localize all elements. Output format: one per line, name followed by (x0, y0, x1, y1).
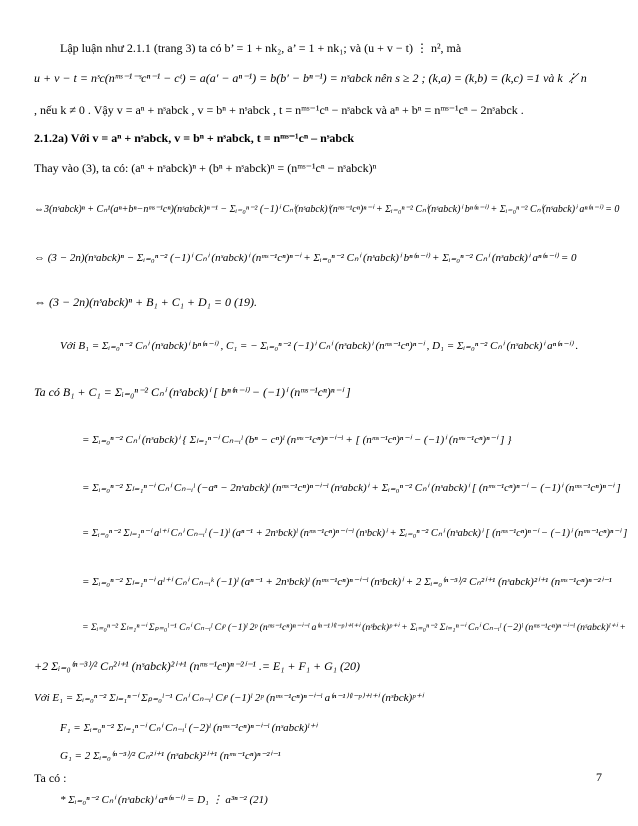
equation-line-13: = Σᵢ₌₀ⁿ⁻² Σₗ₌₁ⁿ⁻ⁱ aˡ⁺ⁱ Cₙⁱ Cₙ₋ᵢˡ (−1)ˡ (aⁿ⁻¹ + 2nˢbck)ˡ (nᵐˢ⁻¹cⁿ)ⁿ⁻ⁱ⁻ˡ (nˢbck)ⁱ + Σᵢ₌₀ⁿ⁻² Cₙⁱ (nˢabck)ⁱ [ (nᵐˢ⁻¹cⁿ)ⁿ⁻ⁱ − (−1)ⁱ (nᵐˢ⁻¹cⁿ)ⁿ⁻ⁱ ] (82, 528, 628, 539)
equation-line-8: ⇔ (3 − 2n)(nˢabck)ⁿ + B₁ + C₁ + D₁ = 0 (19). (34, 295, 257, 309)
paragraph-line-3: , nếu k ≠ 0 . Vậy v = aⁿ + nˢabck , v = bⁿ + nˢabck , t = nᵐˢ⁻¹cⁿ − nˢabck và aⁿ + bⁿ = nᵐˢ⁻¹cⁿ − 2nˢabck . (34, 103, 524, 117)
equation-line-11: = Σᵢ₌₀ⁿ⁻² Cₙⁱ (nˢabck)ⁱ { Σₗ₌₁ⁿ⁻ⁱ Cₙ₋ᵢˡ (bⁿ − cⁿ)ˡ (nᵐˢ⁻¹cⁿ)ⁿ⁻ⁱ⁻ˡ + [ (nᵐˢ⁻¹cⁿ)ⁿ⁻ⁱ − (−1)ⁱ (nᵐˢ⁻¹cⁿ)ⁿ⁻ⁱ ] } (82, 434, 512, 446)
equation-line-10: Ta có B₁ + C₁ = Σᵢ₌₀ⁿ⁻² Cₙⁱ (nˢabck)ⁱ [ bⁿ⁽ⁿ⁻ⁱ⁾ − (−1)ⁱ (nᵐˢ⁻¹cⁿ)ⁿ⁻ⁱ ] (34, 385, 351, 399)
paragraph-line-5: Thay vào (3), ta có: (aⁿ + nˢabck)ⁿ + (bⁿ + nˢabck)ⁿ = (nᵐˢ⁻¹cⁿ − nˢabck)ⁿ (34, 161, 377, 175)
equation-G1: G₁ = 2 Σᵢ₌₀⁽ⁿ⁻³⁾/² Cₙ²ⁱ⁺¹ (nˢabck)²ⁱ⁺¹ (nᵐˢ⁻¹cⁿ)ⁿ⁻²ⁱ⁻¹ (60, 750, 281, 762)
page-number: 7 (596, 770, 602, 784)
equation-F1: F₁ = Σᵢ₌₀ⁿ⁻² Σₗ₌₁ⁿ⁻ⁱ Cₙⁱ Cₙ₋ᵢˡ (−2)ˡ (nᵐˢ⁻¹cⁿ)ⁿ⁻ⁱ⁻ˡ (nˢabck)ˡ⁺ⁱ (60, 722, 317, 734)
equation-line-16: +2 Σᵢ₌₀⁽ⁿ⁻³⁾/² Cₙ²ⁱ⁺¹ (nˢabck)²ⁱ⁺¹ (nᵐˢ⁻¹cⁿ)ⁿ⁻²ⁱ⁻¹ .= E₁ + F₁ + G₁ (20) (34, 659, 360, 673)
paragraph-ta-co: Ta có : (34, 771, 67, 785)
equation-line-7: ⇔ (3 − 2n)(nˢabck)ⁿ − Σᵢ₌₀ⁿ⁻² (−1)ⁱ Cₙⁱ (nˢabck)ⁱ (nᵐˢ⁻¹cⁿ)ⁿ⁻ⁱ + Σᵢ₌₀ⁿ⁻² Cₙⁱ (nˢabck)ⁱ bⁿ⁽ⁿ⁻ⁱ⁾ + Σᵢ₌₀ⁿ⁻² Cₙⁱ (nˢabck)ⁱ aⁿ⁽ⁿ⁻ⁱ⁾ = 0 (34, 252, 577, 264)
equation-line-6: ⇔3(nˢabck)ⁿ + Cₙ¹(aⁿ+bⁿ−nᵐˢ⁻¹cⁿ)(nˢabck)ⁿ⁻¹ − Σᵢ₌₀ⁿ⁻² (−1)ⁱ Cₙⁱ(nˢabck)ⁱ(nᵐˢ⁻¹cⁿ)ⁿ⁻ⁱ + Σᵢ₌₀ⁿ⁻² Cₙⁱ(nˢabck)ⁱ bⁿ⁽ⁿ⁻ⁱ⁾ + Σᵢ₌₀ⁿ⁻² Cₙⁱ(nˢabck)ⁱ aⁿ⁽ⁿ⁻ⁱ⁾ = 0 (34, 204, 620, 215)
section-heading-2-1-2a: 2.1.2a) Với v = aⁿ + nˢabck, v = bⁿ + nˢabck, t = nᵐˢ⁻¹cⁿ – nˢabck (34, 131, 355, 145)
equation-line-15: = Σᵢ₌₀ⁿ⁻² Σₗ₌₁ⁿ⁻ⁱ Σₚ₌₀ˡ⁻¹ Cₙⁱ Cₙ₋ᵢˡ Cₗᵖ (−1)ˡ 2ᵖ (nᵐˢ⁻¹cⁿ)ⁿ⁻ⁱ⁻ˡ a⁽ⁿ⁻¹⁾⁽ˡ⁻ᵖ⁾⁺ˡ⁺ⁱ (nˢbck)ᵖ⁺ⁱ + Σᵢ₌₀ⁿ⁻² Σₗ₌₁ⁿ⁻ⁱ Cₙⁱ Cₙ₋ᵢˡ (−2)ˡ (nᵐˢ⁻¹cⁿ)ⁿ⁻ⁱ⁻ˡ (nˢabck)ˡ⁺ⁱ + (82, 622, 626, 633)
definition-line-9: Với B₁ = Σᵢ₌₀ⁿ⁻² Cₙⁱ (nˢabck)ⁱ bⁿ⁽ⁿ⁻ⁱ⁾ , C₁ = − Σᵢ₌₀ⁿ⁻² (−1)ⁱ Cₙⁱ (nˢabck)ⁱ (nᵐˢ⁻¹cⁿ)ⁿ⁻ⁱ , D₁ = Σᵢ₌₀ⁿ⁻² Cₙⁱ (nˢabck)ⁱ aⁿ⁽ⁿ⁻ⁱ⁾ . (60, 340, 579, 352)
equation-line-12: = Σᵢ₌₀ⁿ⁻² Σₗ₌₁ⁿ⁻ⁱ Cₙⁱ Cₙ₋ᵢˡ (−aⁿ − 2nˢabck)ˡ (nᵐˢ⁻¹cⁿ)ⁿ⁻ⁱ⁻ˡ (nˢabck)ⁱ + Σᵢ₌₀ⁿ⁻² Cₙⁱ (nˢabck)ⁱ [ (nᵐˢ⁻¹cⁿ)ⁿ⁻ⁱ − (−1)ⁱ (nᵐˢ⁻¹cⁿ)ⁿ⁻ⁱ ] (82, 482, 621, 494)
equation-line-14: = Σᵢ₌₀ⁿ⁻² Σₗ₌₁ⁿ⁻ⁱ aˡ⁺ⁱ Cₙⁱ Cₙ₋ᵢᵏ (−1)ˡ (aⁿ⁻¹ + 2nˢbck)ˡ (nᵐˢ⁻¹cⁿ)ⁿ⁻ⁱ⁻ˡ (nˢbck)ⁱ + 2 Σᵢ₌₀⁽ⁿ⁻³⁾/² Cₙ²ⁱ⁺¹ (nˢabck)²ⁱ⁺¹ (nᵐˢ⁻¹cⁿ)ⁿ⁻²ⁱ⁻¹ (82, 576, 612, 588)
equation-E1: Với E₁ = Σᵢ₌₀ⁿ⁻² Σₗ₌₁ⁿ⁻ⁱ Σₚ₌₀ˡ⁻¹ Cₙⁱ Cₙ₋ᵢˡ Cₗᵖ (−1)ˡ 2ᵖ (nᵐˢ⁻¹cⁿ)ⁿ⁻ⁱ⁻ˡ a⁽ⁿ⁻¹⁾⁽ˡ⁻ᵖ⁾⁺ˡ⁺ⁱ (nˢbck)ᵖ⁺ⁱ (34, 692, 424, 704)
equation-21: * Σᵢ₌₀ⁿ⁻² Cₙⁱ (nˢabck)ⁱ aⁿ⁽ⁿ⁻ⁱ⁾ = D₁ ⋮ a³ⁿ⁻² (21) (60, 794, 268, 806)
equation-line-2: u + v − t = nˢc(nᵐˢ⁻¹⁻ˢcⁿ⁻¹ − cᵗ) = a(a′ − aⁿ⁻¹) = b(b′ − bⁿ⁻¹) = nˢabck nên s ≥ 2 ; (k,a) = (k,b) = (k,c) =1 và k ⋮̸ n (34, 71, 587, 85)
paragraph-line-1: Lập luận như 2.1.1 (trang 3) ta có b’ = 1 + nk₂, a’ = 1 + nk₁; và (u + v − t) ⋮ n², mà (60, 41, 462, 55)
